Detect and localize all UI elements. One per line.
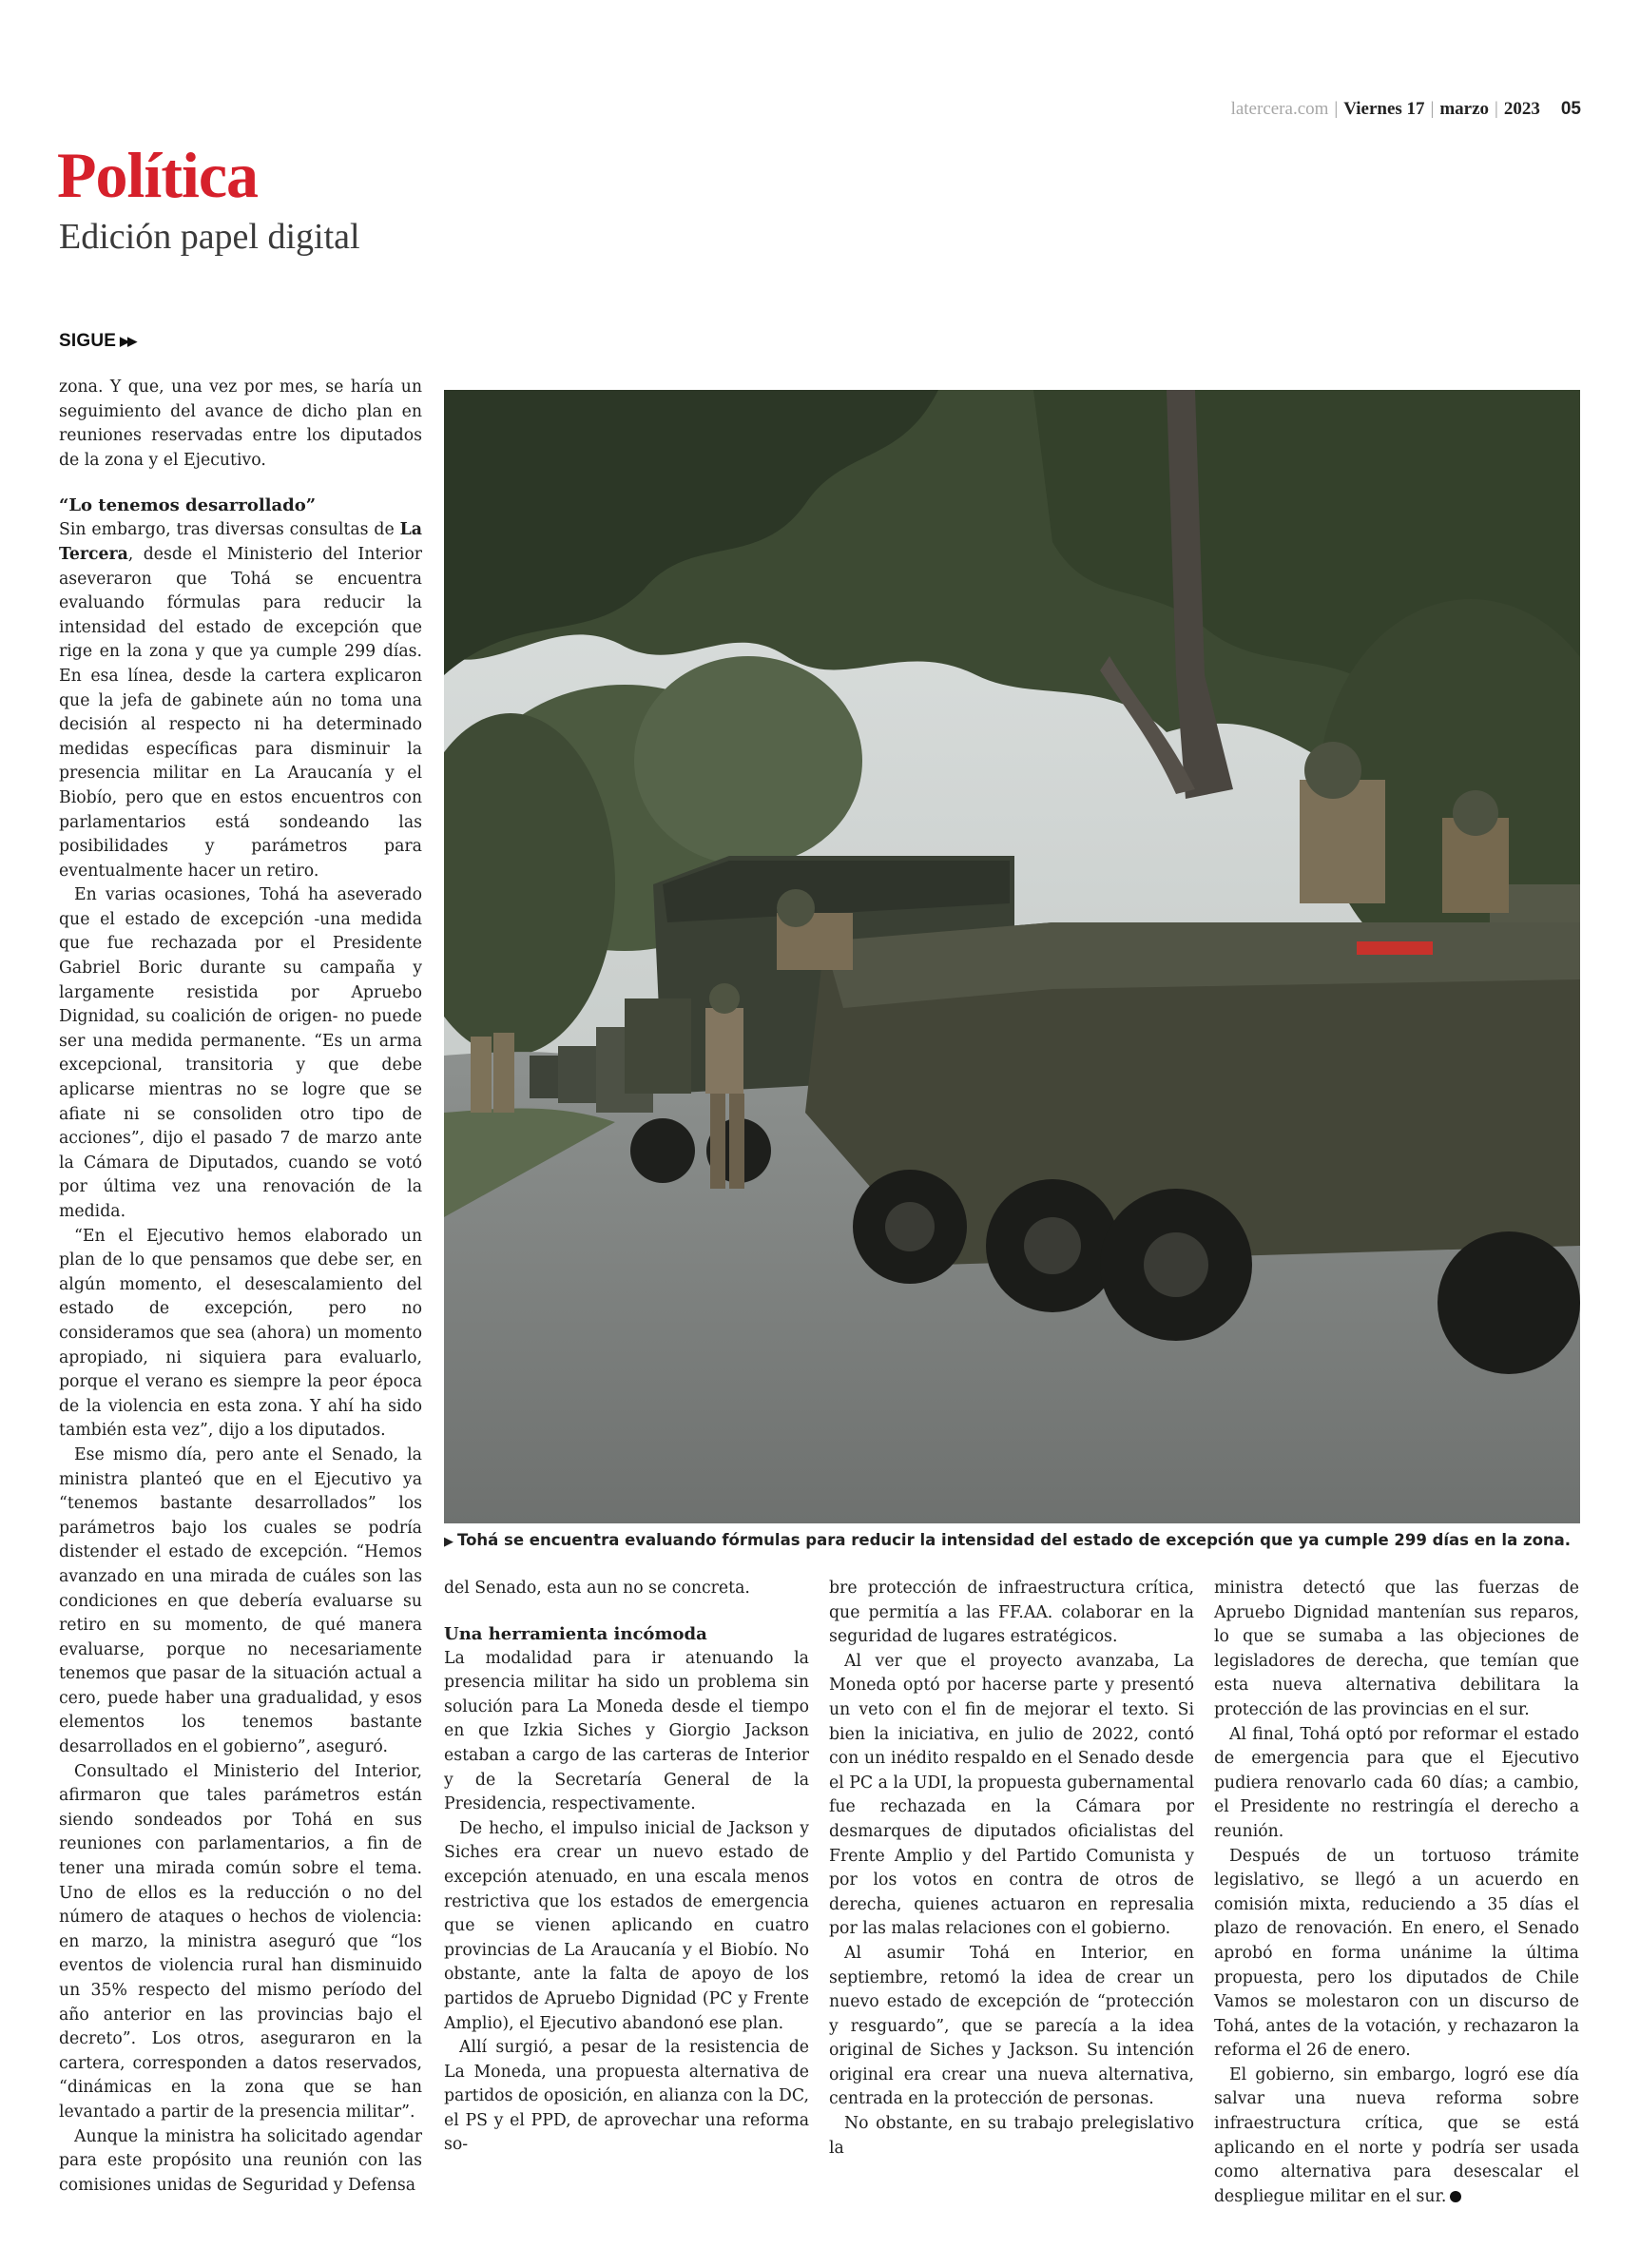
page-header-info: latercera.com | Viernes 17 | marzo | 2023 05 bbox=[1230, 99, 1581, 119]
site-name[interactable]: latercera.com bbox=[1230, 99, 1329, 119]
article-photo bbox=[444, 390, 1580, 1523]
paragraph-text: El gobierno, sin embargo, logró ese día salvar una nueva reforma sobre infraestructura crítica, que se está aplicando en el norte y podría ser usada como alternativa para desescalar el despliegue militar en el sur. bbox=[1214, 2064, 1579, 2206]
continues-text: SIGUE bbox=[59, 331, 117, 351]
newspaper-name: La Tercera bbox=[59, 520, 422, 564]
paragraph: Al ver que el proyecto avanzaba, La Moneda optó por hacerse parte y presentó un veto con el fin de mejorar el texto. Si bien la iniciativa, en julio de 2022, contó con un inédito respaldo en el Senado desde el PC a la UDI, la propuesta gubernamental fue rechazada en la Cámara por desmarques de diputados oficialistas del Frente Amplio y del Partido Comunista y por los votos en contra de otros de derecha, quienes actuaron en represalia por las malas relaciones con el gobierno. bbox=[829, 1651, 1194, 1939]
paragraph bbox=[1214, 2064, 1579, 2210]
paragraph: “En el Ejecutivo hemos elaborado un plan de lo que pensamos que debe ser, en algún momento, el desescalamiento del estado de excepción, pero no consideramos que sea (ahora) un momento apropiado, ni siquiera para evaluarlo, porque el verano es siempre la peor época de la violencia en esta zona. Y ahí ha sido también esta vez”, dijo a los diputados. bbox=[59, 1226, 422, 1441]
continues-label bbox=[59, 331, 135, 352]
paragraph-text: Sin embargo, tras diversas consultas de bbox=[59, 520, 400, 540]
article-column-4 bbox=[1214, 1577, 1579, 2209]
subheading: “Lo tenemos desarrollado” bbox=[59, 495, 317, 516]
paragraph: En varias ocasiones, Tohá ha aseverado que el estado de excepción -una medida que fue rechazada por el Presidente Gabriel Boric durante su campaña y largamente resistida por Apruebo Dignidad, su coalición de origen- no puede ser una medida permanente. “Es un arma excepcional, transitoria y que debe aplicarse mientras no se logre que se afiate ni se consoliden otro tipo de acciones”, dijo el pasado 7 de marzo ante la Cámara de Diputados, cuando se votó por última vez una renovación de la medida. bbox=[59, 885, 422, 1221]
paragraph bbox=[59, 518, 422, 883]
header-year: 2023 bbox=[1503, 99, 1540, 119]
paragraph: De hecho, el impulso inicial de Jackson y Siches era crear un nuevo estado de excepción atenuado, en una escala menos restrictiva que los estados de emergencia que se vienen aplicando en cuatro provincias de La Araucanía y el Biobío. No obstante, ante la falta de apoyo de los partidos de Apruebo Dignidad (PC y Frente Amplio), el Ejecutivo abandonó ese plan. bbox=[444, 1818, 809, 2033]
article-column-3 bbox=[829, 1577, 1194, 2161]
paragraph: Ese mismo día, pero ante el Senado, la ministra planteó que en el Ejecutivo ya “tenemos bastante desarrollados” los parámetros bajo los cuales se podría distender el estado de excepción. “Hemos avanzado en una mirada de cuáles son las condiciones en que debería evaluarse su retiro en su momento, de qué manera evaluarse, porque no necesariamente tenemos que pasar de la situación actual a cero, puede haber una gradualidad, y esos elementos los tenemos bastante desarrollados en el gobierno”, aseguró. bbox=[59, 1444, 422, 1757]
subheading: Una herramienta incómoda bbox=[444, 1623, 707, 1644]
header-month: marzo bbox=[1439, 99, 1490, 119]
paragraph: zona. Y que, una vez por mes, se haría un seguimiento del avance de dicho plan en reuniones reservadas entre los diputados de la zona y el Ejecutivo. bbox=[59, 378, 422, 470]
photo-caption bbox=[444, 1531, 1580, 1549]
paragraph: Después de un tortuoso trámite legislativo, se llegó a un acuerdo en comisión mixta, reduciendo a 35 días el plazo de renovación. En enero, el Senado aprobó en forma unánime la última propuesta, pero los diputados de Chile Vamos se molestaron con un discurso de Tohá, antes de la votación, y rechazaron la reforma el 26 de enero. bbox=[1214, 1846, 1579, 2061]
double-triangle-right-icon: ▶▶ bbox=[120, 334, 136, 348]
paragraph: Consultado el Ministerio del Interior, afirmaron que tales parámetros están siendo sondeados por Tohá en sus reuniones con parlamentarios, a fin de tener una mirada común sobre el tema. Uno de ellos es la reducción o no del número de ataques o hechos de violencia: en marzo, la ministra aseguró que “los eventos de violencia rural han disminuido un 35% respecto del mismo período del año anterior en las provincias bajo el decreto”. Los otros, aseguraron en la cartera, corresponden a datos reservados, “dinámicas en la zona que se han levantado a partir de la presencia militar”. bbox=[59, 1761, 422, 2122]
page-number: 05 bbox=[1560, 99, 1581, 119]
paragraph: Al final, Tohá optó por reformar el estado de emergencia para que el Ejecutivo pudiera renovarlo cada 60 días; a cambio, el Presidente no restringía el derecho a reunión. bbox=[1214, 1724, 1579, 1841]
paragraph: del Senado, esta aun no se concreta. bbox=[444, 1579, 750, 1598]
paragraph: Al asumir Tohá en Interior, en septiembre, retomó la idea de crear un nuevo estado de excepción de “protección y resguardo”, que se parecía a la idea original de Siches y Jackson. Su intención original era crear una nueva alternativa, centrada en la protección de personas. bbox=[829, 1943, 1194, 2109]
section-title: Política bbox=[57, 139, 259, 211]
article-column-2 bbox=[444, 1577, 809, 2158]
header-day: Viernes 17 bbox=[1343, 99, 1425, 119]
paragraph: La modalidad para ir atenuando la presencia militar ha sido un problema sin solución para La Moneda desde el tiempo en que Izkia Siches y Giorgio Jackson estaban a cargo de las carteras de Interior y de la Secretaría General de la Presidencia, respectivamente. bbox=[444, 1648, 809, 1814]
triangle-right-icon: ▶ bbox=[444, 1535, 453, 1549]
photo-caption-text: Tohá se encuentra evaluando fórmulas para reducir la intensidad del estado de excepción que ya cumple 299 días en la zona. bbox=[457, 1531, 1572, 1549]
paragraph: Allí surgió, a pesar de la resistencia de La Moneda, una propuesta alternativa de partidos de oposición, en alianza con la DC, el PS y el PPD, de aprovechar una reforma so- bbox=[444, 2038, 809, 2155]
end-dot-icon bbox=[1450, 2191, 1461, 2202]
article-column-1 bbox=[59, 376, 422, 2198]
paragraph: bre protección de infraestructura crítica, que permitía a las FF.AA. colaborar en la seguridad de lugares estratégicos. bbox=[829, 1579, 1194, 1647]
paragraph: ministra detectó que las fuerzas de Apruebo Dignidad mantenían sus reparos, lo que se sumaba a las objeciones de legisladores de derecha, que temían que esta nueva alternativa debilitara la protección de las provincias en el sur. bbox=[1214, 1579, 1579, 1719]
paragraph-text: , desde el Ministerio del Interior aseveraron que Tohá se encuentra evaluando fórmulas para reducir la intensidad del estado de excepción que rige en la zona y que ya cumple 299 días. En esa línea, desde la cartera explicaron que la jefa de gabinete aún no toma una decisión al respecto ni ha determinado medidas específicas para disminuir la presencia militar en La Araucanía y el Biobío, pero que en estos encuentros con parlamentarios está sondeando las posibilidades y parámetros para eventualmente hacer un retiro. bbox=[59, 544, 422, 881]
section-subtitle: Edición papel digital bbox=[59, 217, 360, 257]
paragraph: Aunque la ministra ha solicitado agendar para este propósito una reunión con las comisiones unidas de Seguridad y Defensa bbox=[59, 2126, 422, 2195]
paragraph: No obstante, en su trabajo prelegislativo la bbox=[829, 2114, 1194, 2158]
